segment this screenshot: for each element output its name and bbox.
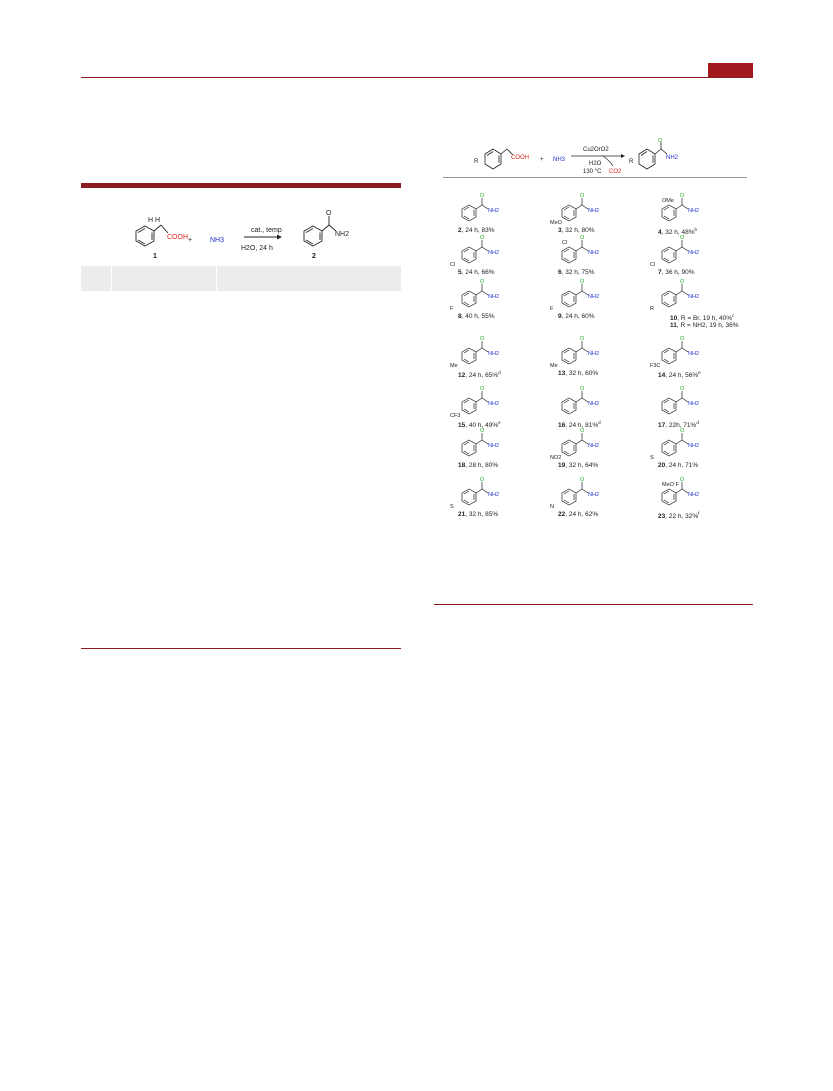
substituent-label: NO2 xyxy=(550,455,562,461)
substituent-label: F xyxy=(550,306,554,312)
substituent-label: CF3 xyxy=(450,413,461,419)
substituent-label: R xyxy=(650,306,654,312)
temperature: 130 °C xyxy=(583,169,602,175)
substituent-label: Cl xyxy=(450,262,456,268)
product-nh2-right: NH2 xyxy=(666,155,679,161)
amide-nh2: NH2 xyxy=(588,351,600,357)
h-labels: H H xyxy=(148,217,161,224)
compound-label-19: 19, 32 h, 64% xyxy=(558,462,599,469)
compound-structure-12 xyxy=(448,335,543,369)
left-reaction-scheme xyxy=(81,205,401,265)
carbonyl-o: O xyxy=(580,386,585,392)
compound-structure-16 xyxy=(548,385,643,419)
cooh-right: COOH xyxy=(511,155,529,161)
amide-nh2: NH2 xyxy=(688,294,700,300)
compound-label-7: 7, 36 h, 90% xyxy=(658,269,695,276)
compound-structure-10 xyxy=(648,278,743,312)
carbonyl-o: O xyxy=(480,428,485,434)
amide-nh2: NH2 xyxy=(588,208,600,214)
product-o-right: O xyxy=(658,138,663,144)
substituent-label: OMe xyxy=(662,198,674,204)
substituent-label: S xyxy=(450,504,454,510)
product-number: 2 xyxy=(312,253,316,260)
compound-label-2: 2, 24 h, 83% xyxy=(458,227,495,234)
compound-structure-2 xyxy=(448,192,543,226)
carbonyl-o: O xyxy=(480,235,485,241)
compound-label-6: 6, 32 h, 75% xyxy=(558,269,595,276)
compound-label-10: 10, R = Br, 19 h, 40%$^c$ xyxy=(670,313,735,323)
plus-sign: + xyxy=(188,237,193,244)
carbonyl-o: O xyxy=(580,428,585,434)
compound-structure-20 xyxy=(648,427,743,461)
amide-nh2: NH2 xyxy=(488,401,500,407)
compound-label-3: 3, 32 h, 80% xyxy=(558,227,595,234)
compound-structure-23 xyxy=(648,476,743,510)
product-o: O xyxy=(326,210,332,217)
amide-nh2: NH2 xyxy=(588,401,600,407)
reagent: Cu2OrO2 xyxy=(583,147,609,153)
compound-structure-17 xyxy=(648,385,743,419)
amide-nh2: NH2 xyxy=(688,250,700,256)
amide-nh2: NH2 xyxy=(588,443,600,449)
carbonyl-o: O xyxy=(580,336,585,342)
benzene-reactant xyxy=(136,225,168,246)
compound-structure-22 xyxy=(548,476,643,510)
svg-text:R: R xyxy=(629,159,634,165)
compound-label-20: 20, 24 h, 71% xyxy=(658,462,699,469)
compound-label-22: 22, 24 h, 62% xyxy=(558,511,599,518)
compound-label-18: 18, 28 h, 80% xyxy=(458,462,499,469)
carbonyl-o: O xyxy=(680,386,685,392)
substituent-label: MeO F xyxy=(662,482,679,488)
r-label: R xyxy=(474,159,479,165)
compound-label-5: 5, 24 h, 66% xyxy=(458,269,495,276)
right-reaction-scheme xyxy=(443,138,753,180)
amide-nh2: NH2 xyxy=(588,294,600,300)
substituent-label: Cl xyxy=(650,262,656,268)
carbonyl-o: O xyxy=(680,336,685,342)
substituent-label: MeO xyxy=(550,220,562,226)
compound-structure-3 xyxy=(548,192,643,226)
carbonyl-o: O xyxy=(680,235,685,241)
compound-structure-13 xyxy=(548,335,643,369)
right-bottom-rule xyxy=(434,604,753,605)
amide-nh2: NH2 xyxy=(688,443,700,449)
co2: CO2 xyxy=(609,169,622,175)
compound-label-4: 4, 32 h, 48%$^b$ xyxy=(658,227,698,237)
compound-structure-4 xyxy=(648,192,743,226)
amide-nh2: NH2 xyxy=(688,351,700,357)
compound-label-11: 11, R = NH2, 19 h, 36% xyxy=(670,322,739,329)
carbonyl-o: O xyxy=(580,279,585,285)
compound-structure-7 xyxy=(648,234,743,268)
compound-label-13: 13, 32 h, 60% xyxy=(558,370,599,377)
table-top-bar xyxy=(81,183,401,188)
substituent-label: S xyxy=(650,455,654,461)
substituent-label: F3C xyxy=(650,363,661,369)
compound-structure-15 xyxy=(448,385,543,419)
amide-nh2: NH2 xyxy=(588,492,600,498)
compound-label-17: 17, 22h, 71%$^d$ xyxy=(658,420,699,430)
nh3-label: NH3 xyxy=(210,237,225,244)
compound-label-15: 15, 40 h, 49%$^e$ xyxy=(458,420,501,430)
amide-nh2: NH2 xyxy=(588,250,600,256)
amide-nh2: NH2 xyxy=(488,294,500,300)
compound-structure-19 xyxy=(548,427,643,461)
carbonyl-o: O xyxy=(480,386,485,392)
compound-structure-5 xyxy=(448,234,543,268)
product-generic xyxy=(639,142,667,169)
header-tag xyxy=(708,63,753,77)
carbonyl-o: O xyxy=(480,193,485,199)
amide-nh2: NH2 xyxy=(488,492,500,498)
left-bottom-rule xyxy=(81,648,401,649)
substituent-label: Cl xyxy=(562,240,568,246)
compound-structure-8 xyxy=(448,278,543,312)
cooh-label: COOH xyxy=(167,234,188,241)
compound-label-14: 14, 24 h, 56%$^e$ xyxy=(658,370,701,380)
amide-nh2: NH2 xyxy=(688,401,700,407)
substituent-label: Me xyxy=(450,363,458,369)
carbonyl-o: O xyxy=(480,279,485,285)
carbonyl-o: O xyxy=(480,477,485,483)
compound-label-8: 8, 40 h, 55% xyxy=(458,313,495,320)
nh3-right: NH3 xyxy=(553,157,566,163)
amide-nh2: NH2 xyxy=(488,443,500,449)
substituent-label: N xyxy=(550,504,554,510)
carbonyl-o: O xyxy=(680,428,685,434)
substituent-label: Me xyxy=(550,363,558,369)
carbonyl-o: O xyxy=(680,279,685,285)
compound-structure-6 xyxy=(548,234,643,268)
compound-structure-9 xyxy=(548,278,643,312)
compound-structure-14 xyxy=(648,335,743,369)
carbonyl-o: O xyxy=(480,336,485,342)
amide-nh2: NH2 xyxy=(688,208,700,214)
benzene-generic xyxy=(485,149,513,169)
reactant-number: 1 xyxy=(153,253,157,260)
carbonyl-o: O xyxy=(680,193,685,199)
water: H2O xyxy=(589,161,602,167)
conditions-bottom: H2O, 24 h xyxy=(241,245,273,252)
benzamide-product xyxy=(304,216,336,246)
amide-nh2: NH2 xyxy=(488,208,500,214)
amide-nh2: NH2 xyxy=(688,492,700,498)
compound-label-16: 16, 24 h, 81%$^d$ xyxy=(558,420,601,430)
compound-structure-18 xyxy=(448,427,543,461)
carbonyl-o: O xyxy=(680,477,685,483)
carbonyl-o: O xyxy=(580,193,585,199)
compound-label-9: 9, 24 h, 60% xyxy=(558,313,595,320)
header-rule xyxy=(81,77,753,78)
substituent-label: F xyxy=(450,306,454,312)
amide-nh2: NH2 xyxy=(488,250,500,256)
compound-label-23: 23, 22 h, 32%$^f$ xyxy=(658,511,700,521)
plus-right: + xyxy=(540,157,544,163)
carbonyl-o: O xyxy=(580,477,585,483)
conditions-top: cat., temp xyxy=(251,227,282,234)
amide-nh2: NH2 xyxy=(488,351,500,357)
compound-structure-21 xyxy=(448,476,543,510)
compound-label-12: 12, 24 h, 65%$^d$ xyxy=(458,370,501,380)
compound-label-21: 21, 32 h, 85% xyxy=(458,511,499,518)
table-header-row xyxy=(81,266,401,291)
carbonyl-o: O xyxy=(580,235,585,241)
product-nh2: NH2 xyxy=(335,231,350,238)
